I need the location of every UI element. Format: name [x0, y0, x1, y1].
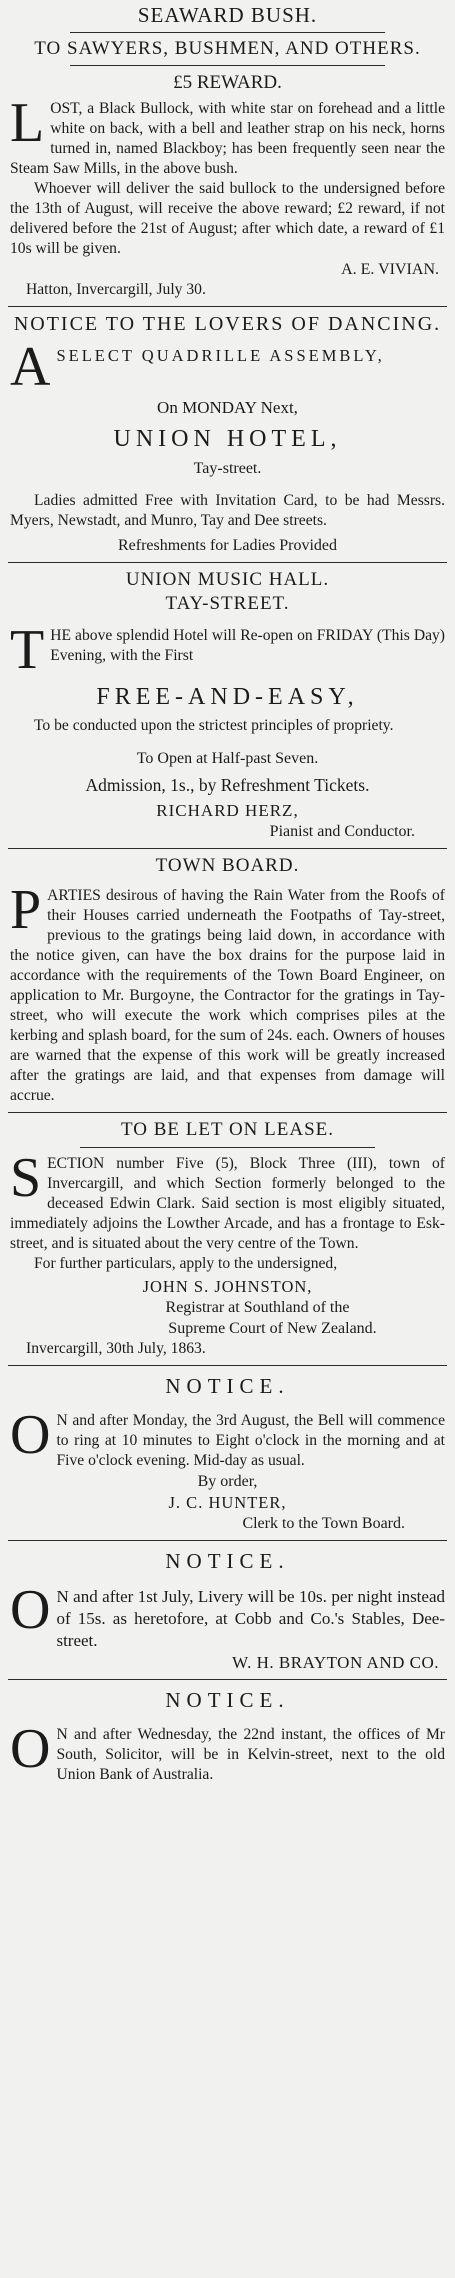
- ad-body: Ladies admitted Free with Invitation Card, to be had Messrs. Myers, Newstadt, and Munro, Tay and Dee streets.: [10, 492, 445, 529]
- registrar-line-2: Supreme Court of New Zealand.: [168, 1320, 377, 1337]
- street: Tay-street.: [193, 460, 262, 477]
- ad-title: SEAWARD BUSH.: [137, 3, 318, 27]
- signature: RICHARD HERZ,: [156, 801, 299, 820]
- ad-body: [10, 1404, 445, 1471]
- dropcap: O: [10, 1718, 51, 1780]
- signature: JOHN S. JOHNSTON,: [142, 1277, 313, 1296]
- ad-solicitor-notice: [0, 1685, 455, 1785]
- reward-heading: £5 REWARD.: [173, 72, 282, 93]
- ad-title: NOTICE.: [165, 1688, 290, 1712]
- ad-lease: [0, 1118, 455, 1359]
- ad-body: [10, 879, 445, 1106]
- dropcap: A: [10, 336, 51, 398]
- dropcap: L: [10, 92, 45, 154]
- date: Invercargill, 30th July, 1863.: [26, 1340, 206, 1357]
- ad-title: NOTICE.: [165, 1374, 290, 1398]
- assembly-line: [10, 336, 445, 398]
- registrar-line-1: Registrar at Southland of the: [165, 1299, 350, 1316]
- event-name: FREE-AND-EASY,: [96, 684, 359, 710]
- divider: [8, 1365, 447, 1366]
- ad-bell-notice: [0, 1371, 455, 1534]
- divider: [70, 65, 385, 66]
- ad-body-text: N and after 1st July, Livery will be 10s. per night instead of 15s. as heretofore, at Cobb and Co.'s Stables, Dee-street.: [56, 1587, 445, 1650]
- divider: [8, 1112, 447, 1113]
- conduct: To be conducted upon the strictest principles of propriety.: [34, 717, 394, 734]
- ad-body: [10, 1718, 445, 1785]
- ad-dancing: [0, 312, 455, 556]
- opening-time: To Open at Half-past Seven.: [136, 750, 319, 767]
- signature-title: Clerk to the Town Board.: [242, 1515, 405, 1532]
- dropcap: P: [10, 879, 42, 941]
- ad-title: NOTICE TO THE LOVERS OF DANCING.: [13, 313, 442, 335]
- ad-body: [10, 1147, 445, 1254]
- signature: W. H. BRAYTON AND CO.: [232, 1653, 439, 1672]
- divider: [8, 562, 447, 563]
- signature: A. E. VIVIAN.: [341, 261, 439, 278]
- divider: [8, 306, 447, 307]
- ad-title: TOWN BOARD.: [155, 855, 300, 876]
- ad-lost-bullock: [0, 0, 455, 300]
- signature: J. C. HUNTER,: [168, 1493, 287, 1512]
- divider: [8, 1679, 447, 1680]
- dropcap: S: [10, 1147, 42, 1209]
- divider: [8, 1540, 447, 1541]
- ad-music-hall: [0, 568, 455, 842]
- ad-title: UNION MUSIC HALL.: [125, 569, 330, 590]
- ad-body-text: ARTIES desirous of having the Rain Water from the Roofs of their Houses carried underneath the Footpaths of Tay-street, previous to the gratings being laid down, in accordance with the notice given, can have the box drains for the purpose laid in accordance with the requirements of the Town Board Engineer, on application to Mr. Burgoyne, the Contractor for the gratings in Tay-street, who will execute the work which comprises piles at the kerbing and splash board, for the sum of 24s. each. Owners of houses are warned that the expense of this work will be greatly increased after the gratings are laid, and that expenses from damage will accrue.: [10, 887, 445, 1104]
- ad-body-text: HE above splendid Hotel will Re-open on FRIDAY (This Day) Evening, with the First: [50, 627, 445, 664]
- signature-title: Pianist and Conductor.: [269, 823, 415, 840]
- particulars: For further particulars, apply to the undersigned,: [34, 1255, 338, 1272]
- ad-body-text: ECTION number Five (5), Block Three (III), town of Invercargill, and which Section formerly belonged to the deceased Edwin Clark. Said section is most eligibly situated, immediately adjoins the Lowther Arcade, and has a frontage to Esk-street, and is situated about the very centre of the Town.: [10, 1155, 445, 1252]
- dropcap: O: [10, 1404, 51, 1466]
- place-date: Hatton, Invercargill, July 30.: [26, 281, 206, 298]
- assembly-when: On MONDAY Next,: [157, 398, 298, 417]
- admission: Admission, 1s., by Refreshment Tickets.: [85, 775, 370, 795]
- ad-title: TO BE LET ON LEASE.: [120, 1119, 335, 1140]
- ad-body: [10, 92, 445, 179]
- ad-body-2: Whoever will deliver the said bullock to the undersigned before the 13th of August, will receive the above reward; £2 reward, if not delivered before the 21st of August; after which date, a reward of £1 10s will be given.: [10, 180, 445, 257]
- ad-body: [10, 1579, 445, 1652]
- hotel-name: UNION HOTEL,: [113, 426, 342, 452]
- ad-body-text: N and after Monday, the 3rd August, the Bell will commence to ring at 10 minutes to Eight o'clock in the morning and at Five o'clock evening. Mid-day as usual.: [56, 1412, 445, 1469]
- divider: [80, 1147, 375, 1148]
- divider: [8, 848, 447, 849]
- assembly-text: SELECT QUADRILLE ASSEMBLY,: [56, 346, 385, 365]
- ad-subtitle: TAY-STREET.: [165, 593, 290, 614]
- by-order: By order,: [197, 1473, 258, 1490]
- divider: [70, 32, 385, 33]
- lost-text: OST, a Black Bullock, with white star on forehead and a little white on back, with a bell and leather strap on his neck, horns turned in, named Blackboy; has been frequently seen near the Steam Saw Mills, in the above bush.: [10, 100, 445, 177]
- ad-body-text: N and after Wednesday, the 22nd instant, the offices of Mr South, Solicitor, will be in Kelvin-street, next to the old Union Bank of Australia.: [56, 1726, 445, 1783]
- dropcap: O: [10, 1579, 51, 1641]
- dropcap: T: [10, 619, 45, 681]
- refreshments: Refreshments for Ladies Provided: [117, 537, 338, 554]
- ad-body: [10, 619, 445, 681]
- ad-title: NOTICE.: [165, 1549, 290, 1573]
- ad-subtitle: TO SAWYERS, BUSHMEN, AND OTHERS.: [34, 38, 421, 59]
- ad-town-board: [0, 854, 455, 1106]
- ad-livery-notice: [0, 1546, 455, 1673]
